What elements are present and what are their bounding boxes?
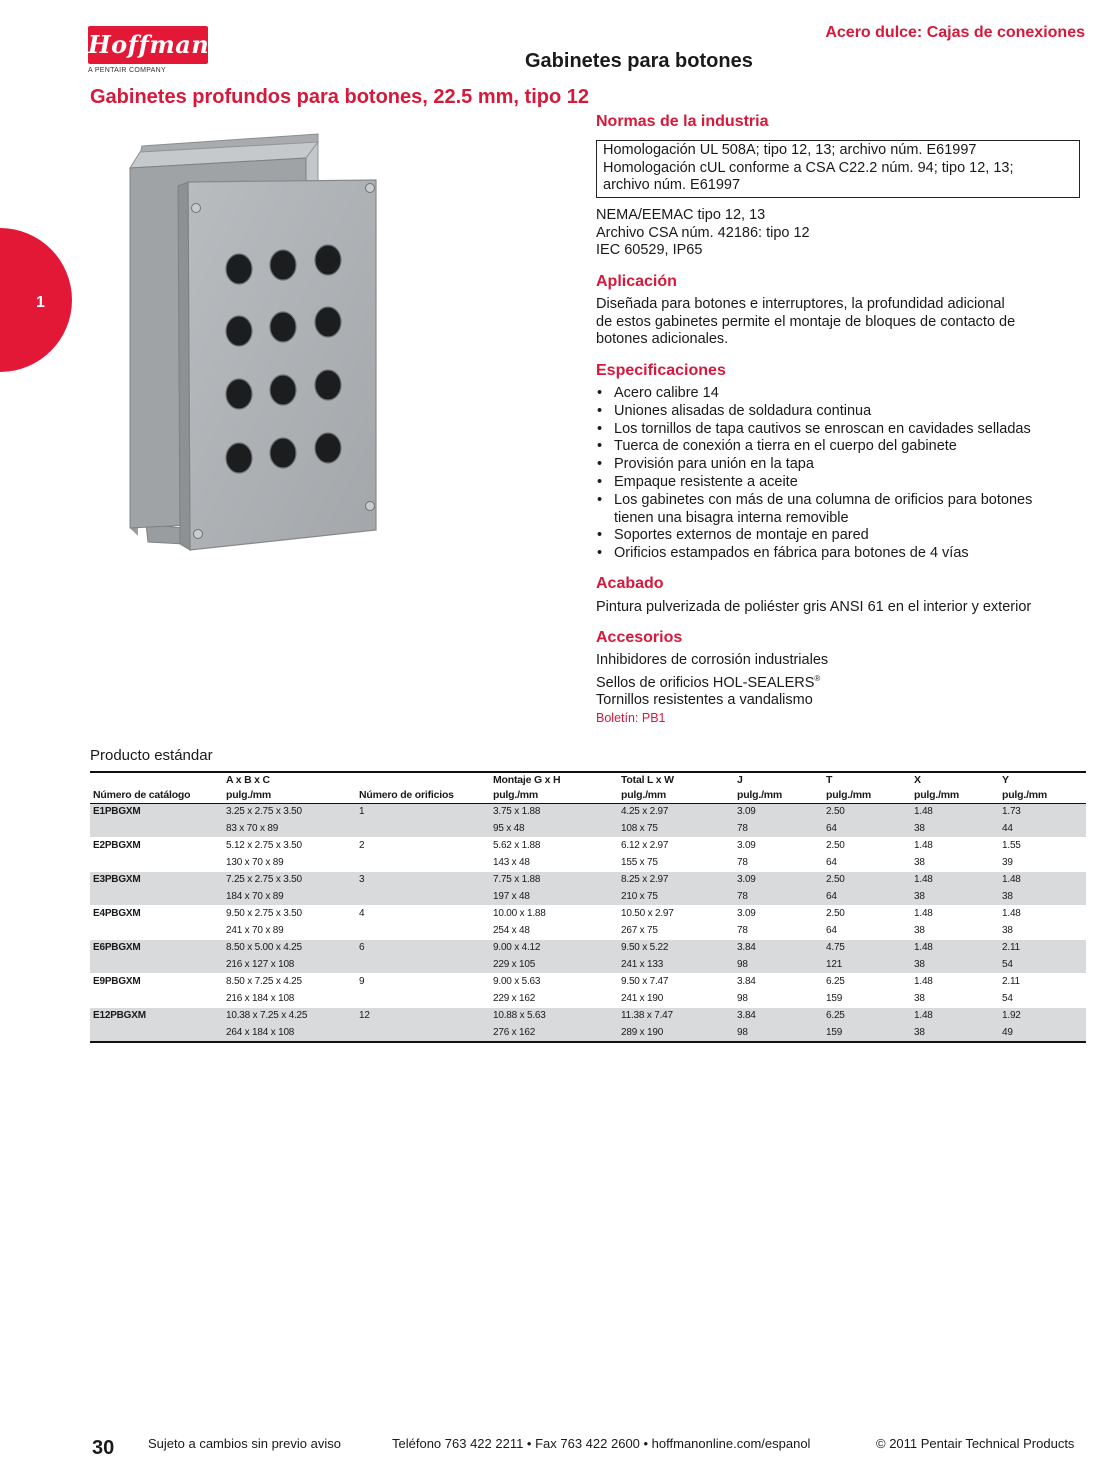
accesorio-line (596, 670, 828, 692)
aplicacion-text (596, 296, 1015, 349)
table-row-mm (90, 991, 1086, 1008)
table-cell: 5.62 x 1.88 (490, 838, 618, 855)
aplicacion-line: botones adicionales. (596, 331, 729, 347)
table-cell: 2.50 (823, 804, 911, 821)
table-cell: 1.92 (999, 1008, 1086, 1025)
table-cell: 9.00 x 4.12 (490, 940, 618, 957)
table-cell: 8.25 x 2.97 (618, 872, 734, 889)
table-cell: 38 (911, 889, 999, 906)
table-cell: 1.48 (999, 906, 1086, 923)
table-cell: 3.09 (734, 872, 823, 889)
table-cell: 10.00 x 1.88 (490, 906, 618, 923)
especificaciones-heading: Especificaciones (596, 362, 726, 379)
catalog-number-cell (90, 855, 223, 872)
table-cell: 1.48 (911, 838, 999, 855)
certification-box (596, 140, 1080, 198)
table-cell: 2.11 (999, 940, 1086, 957)
table-cell: 78 (734, 821, 823, 838)
table-row-mm (90, 1025, 1086, 1043)
table-cell: 159 (823, 1025, 911, 1043)
table-row-inches (90, 940, 1086, 957)
table-cell (356, 821, 490, 838)
table-cell: 38 (914, 992, 925, 1004)
table-cell: 9.50 x 7.47 (618, 974, 734, 991)
table-cell (356, 991, 490, 1008)
table-cell (356, 1025, 490, 1043)
table-cell: 9.50 x 5.22 (618, 940, 734, 957)
table-cell: 1.48 (911, 940, 999, 957)
spec-item: • Provisión para unión en la tapa (596, 456, 1086, 474)
table-cell: 78 (737, 924, 748, 936)
table-cell: 38 (914, 924, 925, 936)
catalog-number-cell: E6PBGXM (90, 940, 223, 957)
table-cell: 38 (1002, 924, 1013, 936)
table-cell: 38 (999, 889, 1086, 906)
table-cell: 3.84 (734, 1008, 823, 1025)
table-cell: 216 x 127 x 108 (223, 957, 356, 974)
footer-contact: Teléfono 763 422 2211 • Fax 763 422 2600 • hoffmanonline.com/espanol (392, 1436, 811, 1451)
header-abc-top: A x B x C (223, 772, 356, 788)
table-cell: 10.38 x 7.25 x 4.25 (223, 1008, 356, 1025)
catalog-number-cell: E2PBGXM (90, 838, 223, 855)
header-holes: Número de orificios (356, 788, 490, 804)
logo-registered-mark: ® (209, 37, 219, 47)
table-cell: 64 (826, 856, 837, 868)
table-cell: 241 x 190 (621, 992, 664, 1004)
table-cell: 54 (999, 957, 1086, 974)
catalog-number-cell: E4PBGXM (90, 906, 223, 923)
table-cell: 276 x 162 (490, 1025, 618, 1043)
table-cell: 8.50 x 5.00 x 4.25 (223, 940, 356, 957)
logo-wordmark (88, 30, 219, 59)
registered-mark: ® (814, 673, 821, 683)
table-cell: 10.88 x 5.63 (490, 1008, 618, 1025)
table-cell: 3.84 (734, 940, 823, 957)
table-cell: 197 x 48 (490, 889, 618, 906)
product-row-group (90, 1008, 1086, 1043)
spec-item: • Orificios estampados en fábrica para botones de 4 vías (596, 545, 1086, 563)
table-cell: 216 x 184 x 108 (226, 992, 295, 1004)
table-cell: 254 x 48 (493, 924, 530, 936)
table-cell: 143 x 48 (493, 856, 530, 868)
table-cell: 3.09 (734, 906, 823, 923)
accesorio-line: Tornillos resistentes a vandalismo (596, 691, 813, 708)
catalog-number-cell: E9PBGXM (90, 974, 223, 991)
table-cell: 4 (356, 906, 490, 923)
table-cell: 1.48 (911, 804, 999, 821)
table-cell: 6.25 (823, 974, 911, 991)
header-j-units: pulg./mm (734, 788, 823, 804)
enclosure-image (118, 124, 418, 554)
especificaciones-list (596, 385, 1086, 563)
table-cell: 98 (734, 1025, 823, 1043)
product-row-group (90, 906, 1086, 940)
table-cell: 8.50 x 7.25 x 4.25 (223, 974, 356, 991)
table-cell: 64 (826, 924, 837, 936)
normas-line: Archivo CSA núm. 42186: tipo 12 (596, 224, 810, 241)
table-cell: 3.09 (734, 804, 823, 821)
table-cell: 6.25 (823, 1008, 911, 1025)
certification-line: Homologación UL 508A; tipo 12, 13; archivo núm. E61997 (603, 142, 977, 158)
table-cell: 64 (823, 821, 911, 838)
table-cell: 2.11 (999, 974, 1086, 991)
table-cell: 3 (356, 872, 490, 889)
table-cell: 210 x 75 (618, 889, 734, 906)
aplicacion-line: Diseñada para botones e interruptores, la profundidad adicional (596, 296, 1005, 312)
table-cell: 38 (911, 1025, 999, 1043)
table-cell: 39 (1002, 856, 1013, 868)
table-cell: 121 (823, 957, 911, 974)
catalog-number-cell: E1PBGXM (90, 804, 223, 821)
product-row-group (90, 872, 1086, 906)
header-total-top: Total L x W (618, 772, 734, 788)
catalog-number-cell (90, 1025, 223, 1043)
table-cell: 4.75 (823, 940, 911, 957)
table-cell: 98 (737, 992, 748, 1004)
spec-item: • Los tornillos de tapa cautivos se enroscan en cavidades selladas (596, 421, 1086, 439)
table-caption: Producto estándar (90, 747, 213, 764)
table-cell: 155 x 75 (621, 856, 658, 868)
catalog-number-cell (90, 821, 223, 838)
catalog-number-cell (90, 991, 223, 1008)
spec-item: • Uniones alisadas de soldadura continua (596, 403, 1086, 421)
table-cell: 4.25 x 2.97 (618, 804, 734, 821)
product-row-group (90, 804, 1086, 838)
table-cell: 3.25 x 2.75 x 3.50 (223, 804, 356, 821)
table-cell: 10.50 x 2.97 (618, 906, 734, 923)
logo-subtitle: A PENTAIR COMPANY (88, 67, 166, 74)
product-row-group (90, 838, 1086, 872)
table-cell: 1.48 (911, 906, 999, 923)
table-cell: 12 (356, 1008, 490, 1025)
table-cell: 289 x 190 (618, 1025, 734, 1043)
header-j-top: J (734, 772, 823, 788)
table-cell: 241 x 133 (618, 957, 734, 974)
header-holes-top (356, 772, 490, 788)
table-row-inches (90, 872, 1086, 889)
accesorios-list (596, 652, 828, 709)
catalog-number-cell: E12PBGXM (90, 1008, 223, 1025)
table-cell: 2.50 (823, 872, 911, 889)
table-cell: 2.50 (823, 906, 911, 923)
certification-line: archivo núm. E61997 (603, 177, 741, 193)
table-cell: 229 x 162 (493, 992, 536, 1004)
normas-heading: Normas de la industria (596, 113, 769, 130)
header-y-units: pulg./mm (999, 788, 1086, 804)
header-mount-top: Montaje G x H (490, 772, 618, 788)
bulletin-reference: Boletín: PB1 (596, 711, 666, 725)
table-row-inches (90, 804, 1086, 821)
table-cell: 78 (734, 889, 823, 906)
table-cell: 64 (823, 889, 911, 906)
aplicacion-line: de estos gabinetes permite el montaje de bloques de contacto de (596, 313, 1016, 330)
table-cell: 9.50 x 2.75 x 3.50 (223, 906, 356, 923)
table-cell (356, 855, 490, 872)
product-row-group (90, 940, 1086, 974)
table-cell: 1.48 (911, 1008, 999, 1025)
table-cell: 2 (356, 838, 490, 855)
table-cell: 267 x 75 (621, 924, 658, 936)
table-cell: 78 (737, 856, 748, 868)
table-cell: 1.55 (999, 838, 1086, 855)
page-title: Gabinetes para botones (525, 50, 753, 72)
aplicacion-heading: Aplicación (596, 273, 677, 290)
table-cell: 6.12 x 2.97 (618, 838, 734, 855)
table-cell (356, 923, 490, 940)
accesorios-heading: Accesorios (596, 629, 683, 646)
table-row-inches (90, 906, 1086, 923)
header-t-units: pulg./mm (823, 788, 911, 804)
header-catalog: Número de catálogo (90, 788, 223, 804)
header-mount-units: pulg./mm (490, 788, 618, 804)
table-header-row-top (90, 772, 1086, 788)
spec-item: • Empaque resistente a aceite (596, 474, 1086, 492)
table-cell: 1 (356, 804, 490, 821)
table-row-mm (90, 957, 1086, 974)
table-cell: 38 (914, 856, 925, 868)
table-cell: 5.12 x 2.75 x 3.50 (223, 838, 356, 855)
accesorio-line: Inhibidores de corrosión industriales (596, 652, 829, 668)
table-cell: 83 x 70 x 89 (223, 821, 356, 838)
table-row-mm (90, 855, 1086, 872)
page-number: 30 (92, 1437, 115, 1459)
header-t-top: T (823, 772, 911, 788)
table-cell: 241 x 70 x 89 (226, 924, 284, 936)
table-cell: 229 x 105 (490, 957, 618, 974)
header-x-top: X (911, 772, 999, 788)
footer-notice: Sujeto a cambios sin previo aviso (148, 1436, 341, 1451)
table-row-inches (90, 838, 1086, 855)
table-cell: 1.48 (911, 872, 999, 889)
table-cell: 7.75 x 1.88 (490, 872, 618, 889)
table-cell: 1.48 (999, 872, 1086, 889)
normas-list (596, 207, 810, 260)
table-cell: 38 (911, 957, 999, 974)
product-subtitle: Gabinetes profundos para botones, 22.5 mm, tipo 12 (90, 86, 589, 108)
spec-item: • Soportes externos de montaje en pared (596, 527, 1086, 545)
certification-line: Homologación cUL conforme a CSA C22.2 núm. 94; tipo 12, 13; (603, 159, 1014, 176)
catalog-number-cell (90, 889, 223, 906)
table-cell: 3.84 (734, 974, 823, 991)
table-cell: 264 x 184 x 108 (223, 1025, 356, 1043)
header-x-units: pulg./mm (911, 788, 999, 804)
spec-item: • Acero calibre 14 (596, 385, 1086, 403)
table-cell: 11.38 x 7.47 (618, 1008, 734, 1025)
header-abc-units: pulg./mm (223, 788, 356, 804)
table-header-row-bottom (90, 788, 1086, 804)
table-cell: 1.48 (911, 974, 999, 991)
table-cell: 184 x 70 x 89 (223, 889, 356, 906)
table-cell: 9.00 x 5.63 (490, 974, 618, 991)
normas-line: NEMA/EEMAC tipo 12, 13 (596, 207, 766, 223)
table-cell: 44 (999, 821, 1086, 838)
table-cell: 3.75 x 1.88 (490, 804, 618, 821)
catalog-number-cell: E3PBGXM (90, 872, 223, 889)
header-total-units: pulg./mm (618, 788, 734, 804)
table-cell: 1.73 (999, 804, 1086, 821)
table-cell (356, 957, 490, 974)
accesorio-text: Sellos de orificios HOL-SEALERS (596, 674, 815, 691)
table-cell: 2.50 (823, 838, 911, 855)
table-cell: 108 x 75 (618, 821, 734, 838)
table-row-mm (90, 889, 1086, 906)
table-cell: 7.25 x 2.75 x 3.50 (223, 872, 356, 889)
table-row-mm (90, 923, 1086, 940)
acabado-text: Pintura pulverizada de poliéster gris ANSI 61 en el interior y exterior (596, 599, 1032, 615)
product-row-group (90, 974, 1086, 1008)
table-cell: 6 (356, 940, 490, 957)
chapter-number: 1 (36, 294, 45, 311)
logo-text: Hoffman (88, 30, 210, 59)
header-y-top: Y (999, 772, 1086, 788)
table-cell (356, 889, 490, 906)
table-cell: 95 x 48 (490, 821, 618, 838)
product-table (90, 771, 1086, 1043)
table-cell: 3.09 (734, 838, 823, 855)
table-row-inches (90, 1008, 1086, 1025)
header-catalog-top (90, 772, 223, 788)
acabado-heading: Acabado (596, 575, 664, 592)
table-cell: 9 (356, 974, 490, 991)
table-cell: 98 (734, 957, 823, 974)
footer-copyright: © 2011 Pentair Technical Products (876, 1436, 1075, 1451)
spec-item: • Tuerca de conexión a tierra en el cuerpo del gabinete (596, 438, 1086, 456)
table-cell: 54 (1002, 992, 1013, 1004)
table-cell: 49 (999, 1025, 1086, 1043)
table-row-mm (90, 821, 1086, 838)
catalog-number-cell (90, 923, 223, 940)
normas-line: IEC 60529, IP65 (596, 242, 703, 258)
catalog-number-cell (90, 957, 223, 974)
table-cell: 130 x 70 x 89 (226, 856, 284, 868)
hoffman-logo (88, 26, 219, 64)
table-row-inches (90, 974, 1086, 991)
table-cell: 159 (826, 992, 843, 1004)
category-heading: Acero dulce: Cajas de conexiones (825, 24, 1085, 41)
table-cell: 38 (911, 821, 999, 838)
spec-item: • Los gabinetes con más de una columna de orificios para botones tienen una bisagra interna removible (596, 492, 1069, 528)
